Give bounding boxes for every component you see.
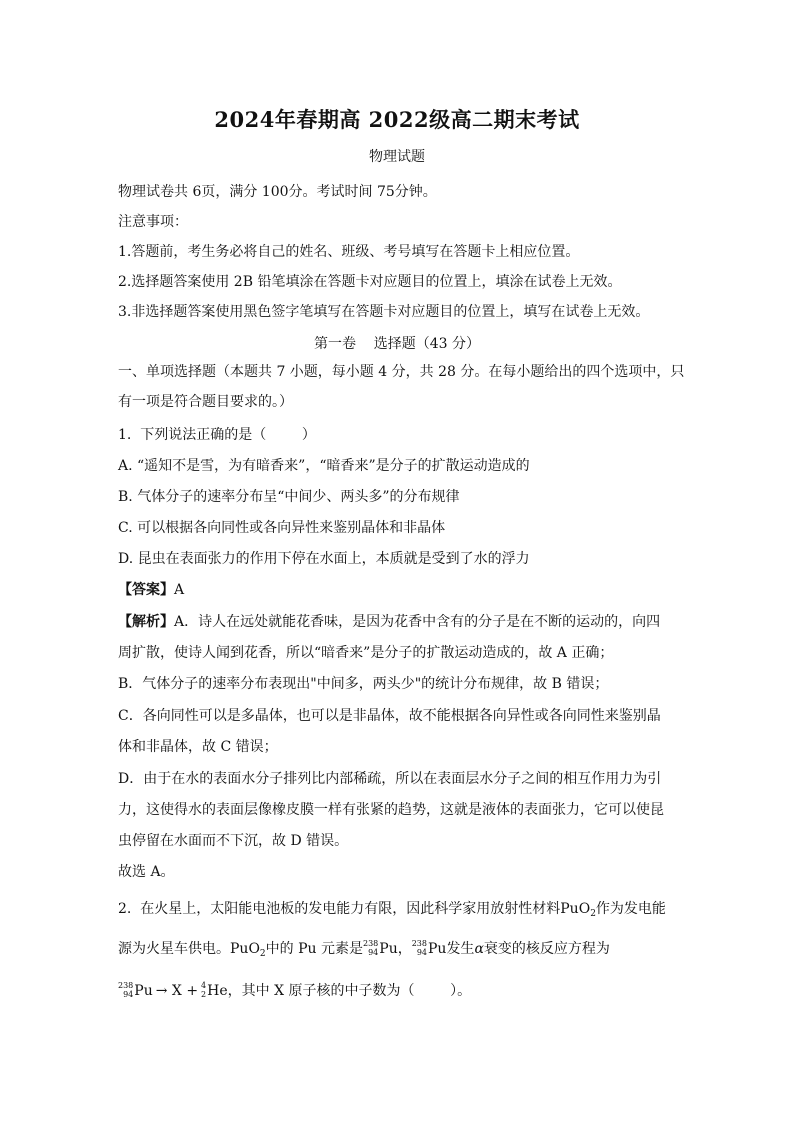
q2-line-3 [118,982,678,1000]
intro-text: 物理试卷共 6页，满分 100分。考试时间 75分钟。 [118,184,437,200]
analysis-text: 力，这使得水的表面层像橡皮膜一样有张紧的趋势，这就是液体的表面张力，它可以使昆 [118,802,664,818]
q2-text: ，其中 X 原子核的中子数为（ ）。 [227,983,472,999]
q2-line-1 [118,900,678,923]
notice-item: 1.答题前，考生务必将自己的姓名、班级、考号填写在答题卡上相应位置。 [118,244,580,260]
q1-stem: 1. 下列说法正确的是（ ） [118,427,316,443]
q2-text: 2. 在火星上，太阳能电池板的发电能力有限，因此科学家用放射性材料 [118,901,561,917]
q2-text: 发生 [446,941,475,957]
notice-item: 3.非选择题答案使用黑色签字笔填写在答题卡对应题目的位置上，填写在试卷上无效。 [118,304,650,320]
answer-value: A [174,582,185,598]
exam-subtitle: 物理试题 [369,149,425,165]
q1-conclusion: 故选 A。 [118,864,175,880]
q1-answer [118,581,678,599]
analysis-text: C．各向同性可以是多晶体，也可以是非晶体，故不能根据各向异性或各向同性来鉴别晶 [118,708,661,724]
q1-option-d: D. 昆虫在表面张力的作用下停在水面上，本质就是受到了水的浮力 [118,551,530,567]
analysis-label: 【解析】 [118,614,174,630]
exam-title: 2024年春期高 2022级高二期末考试 [214,107,580,132]
notice-item: 2.选择题答案使用 2B 铅笔填涂在答题卡对应题目的位置上，填涂在试卷上无效。 [118,274,622,290]
q1-option-b: B. 气体分子的速率分布呈“中间少、两头多”的分布规律 [118,489,460,505]
q2-text: ， [397,941,412,957]
formula-puo2: PuO$_2$ [230,941,266,959]
reaction-arrow-expr: → X + [155,983,199,999]
section-title: 第一卷 选择题（43 分） [313,336,481,352]
analysis-text: 体和非晶体，故 C 错误； [118,739,278,755]
q2-line-2 [118,940,678,963]
nuclide-pu238: 238 94 Pu [411,939,447,957]
alpha-symbol: α [474,941,484,957]
q1-option-c: C. 可以根据各向同性或各向异性来鉴别晶体和非晶体 [118,520,446,536]
answer-label: 【答案】 [118,582,174,598]
notice-heading: 注意事项： [118,214,188,230]
analysis-text: 虫停留在水面而不下沉，故 D 错误。 [118,833,349,849]
formula-puo2: PuO$_2$ [560,901,596,919]
analysis-text: D．由于在水的表面水分子排列比内部稀疏，所以在表面层水分子之间的相互作用力为引 [118,771,662,787]
q1-option-a: A. “遥知不是雪，为有暗香来”，“暗香来”是分子的扩散运动造成的 [118,458,530,474]
q2-text: 衰变的核反应方程为 [483,941,610,957]
q2-text: 源为火星车供电。 [118,941,230,957]
nuclide-he4: 4 2 He [201,981,228,999]
q2-text: 作为发电能 [595,901,666,917]
q1-analysis [118,613,678,631]
nuclide-pu238: 238 94 Pu [118,981,153,999]
analysis-text: 周扩散，使诗人闻到花香，所以“暗香来”是分子的扩散运动造成的，故 A 正确； [118,645,614,661]
q2-text: 中的 Pu 元素是 [265,941,363,957]
nuclide-pu238: 238 94 Pu [363,939,398,957]
analysis-text: B．气体分子的速率分布表现出"中间多，两头少"的统计分布规律，故 B 错误； [118,676,609,692]
section-desc: 一、单项选择题（本题共 7 小题，每小题 4 分，共 28 分。在每小题给出的四个选项中，只 [118,364,685,380]
section-desc: 有一项是符合题目要求的。） [118,394,293,410]
analysis-text: A．诗人在远处就能花香味，是因为花香中含有的分子是在不断的运动的，向四 [174,614,661,630]
